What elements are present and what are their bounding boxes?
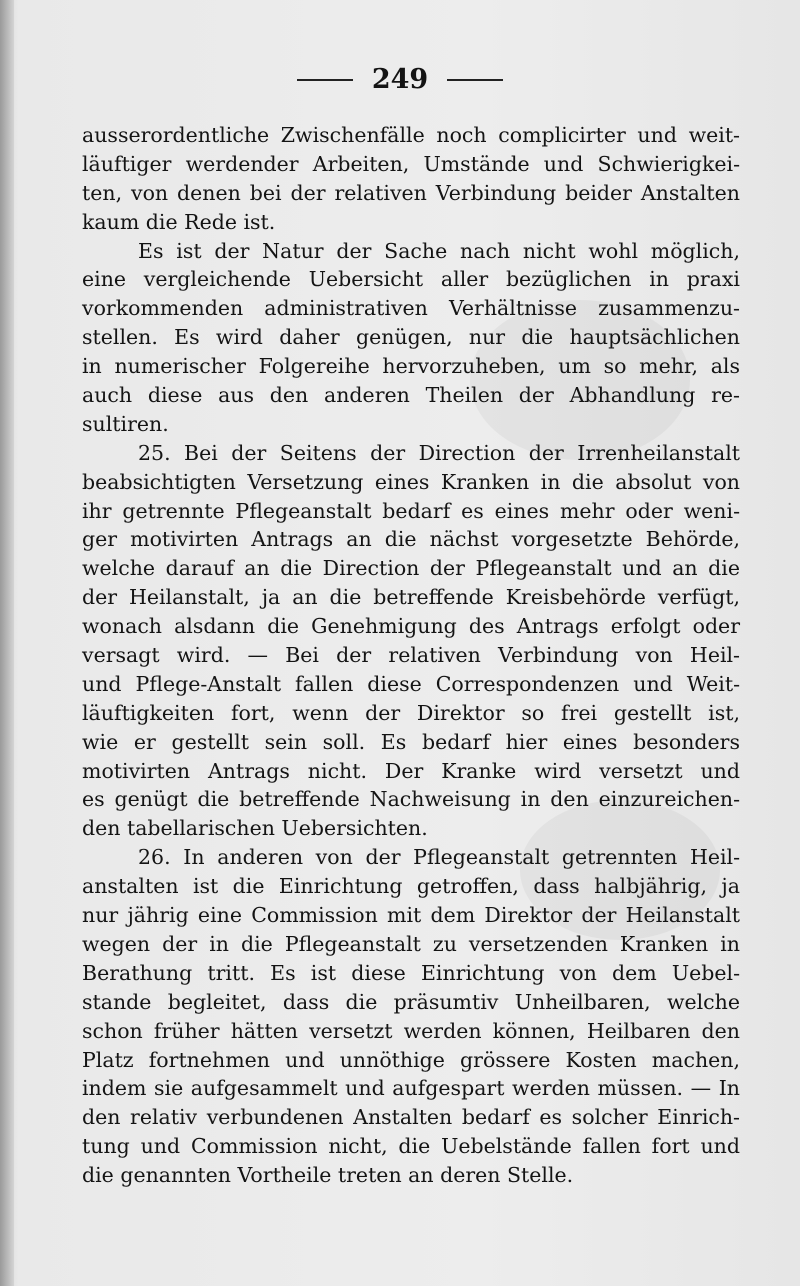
text-line: nur jährig eine Commission mit dem Direktor der Heilanstalt xyxy=(82,903,740,928)
text-line: läuftigkeiten fort, wenn der Direktor so frei gestellt ist, xyxy=(82,700,740,725)
text-line: ten, von denen bei der relativen Verbindung beider Anstalten xyxy=(82,180,740,205)
text-line: kaum die Rede ist. xyxy=(82,209,276,234)
text-line: tung und Commission nicht, die Uebelstände fallen fort und xyxy=(82,1134,740,1159)
text-line: stande begleitet, dass die präsumtiv Unheilbaren, welche xyxy=(82,989,740,1014)
header-rule-left xyxy=(297,79,353,81)
header-rule-right xyxy=(447,79,503,81)
text-line: motivirten Antrags nicht. Der Kranke wird versetzt und xyxy=(82,758,740,783)
text-line: Platz fortnehmen und unnöthige grössere Kosten machen, xyxy=(82,1047,740,1072)
text-line: und Pflege-Anstalt fallen diese Correspondenzen und Weit- xyxy=(82,671,740,696)
text-line: ausserordentliche Zwischenfälle noch complicirter und weit- xyxy=(82,123,740,147)
text-line: den tabellarischen Uebersichten. xyxy=(82,816,428,841)
text-line: wegen der in die Pflegeanstalt zu versetzenden Kranken in xyxy=(82,931,740,956)
text-line: stellen. Es wird daher genügen, nur die hauptsächlichen xyxy=(82,325,740,350)
text-line: sultiren. xyxy=(82,411,169,436)
text-line: eine vergleichende Uebersicht aller bezüglichen in praxi xyxy=(82,267,740,292)
text-line: schon früher hätten versetzt werden können, Heilbaren den xyxy=(82,1018,740,1043)
body-text xyxy=(82,121,740,1190)
text-line: den relativ verbundenen Anstalten bedarf es solcher Einrich- xyxy=(82,1105,740,1130)
page-header xyxy=(0,64,800,95)
text-line: läuftiger werdender Arbeiten, Umstände und Schwierigkei- xyxy=(82,151,740,176)
text-line: welche darauf an die Direction der Pflegeanstalt und an die xyxy=(82,556,740,581)
text-line: in numerischer Folgereihe hervorzuheben, um so mehr, als xyxy=(82,354,740,379)
text-line: versagt wird. — Bei der relativen Verbindung von Heil- xyxy=(82,643,740,668)
text-line: es genügt die betreffende Nachweisung in den einzureichen- xyxy=(82,787,740,812)
text-line: die genannten Vortheile treten an deren Stelle. xyxy=(82,1163,574,1188)
text-line: anstalten ist die Einrichtung getroffen, dass halbjährig, ja xyxy=(82,874,740,899)
text-line: indem sie aufgesammelt und aufgespart werden müssen. — In xyxy=(82,1076,740,1101)
text-line: beabsichtigten Versetzung eines Kranken in die absolut von xyxy=(82,469,740,494)
text-line: ger motivirten Antrags an die nächst vorgesetzte Behörde, xyxy=(82,527,740,552)
text-line: 26. In anderen von der Pflegeanstalt getrennten Heil- xyxy=(138,845,740,870)
text-line: ihr getrennte Pflegeanstalt bedarf es eines mehr oder weni- xyxy=(82,498,740,523)
text-line: Berathung tritt. Es ist diese Einrichtung von dem Uebel- xyxy=(82,960,740,985)
text-line: wonach alsdann die Genehmigung des Antrags erfolgt oder xyxy=(82,614,740,639)
page-number: 249 xyxy=(371,64,429,95)
text-line: 25. Bei der Seitens der Direction der Irrenheilanstalt xyxy=(138,440,740,465)
text-line: wie er gestellt sein soll. Es bedarf hier eines besonders xyxy=(82,729,740,754)
text-line: Es ist der Natur der Sache nach nicht wohl möglich, xyxy=(138,238,740,263)
text-line: vorkommenden administrativen Verhältnisse zusammenzu- xyxy=(82,296,740,321)
text-line: der Heilanstalt, ja an die betreffende Kreisbehörde verfügt, xyxy=(82,585,740,610)
page-gutter-shadow xyxy=(0,0,14,1286)
text-line: auch diese aus den anderen Theilen der Abhandlung re- xyxy=(82,383,740,408)
